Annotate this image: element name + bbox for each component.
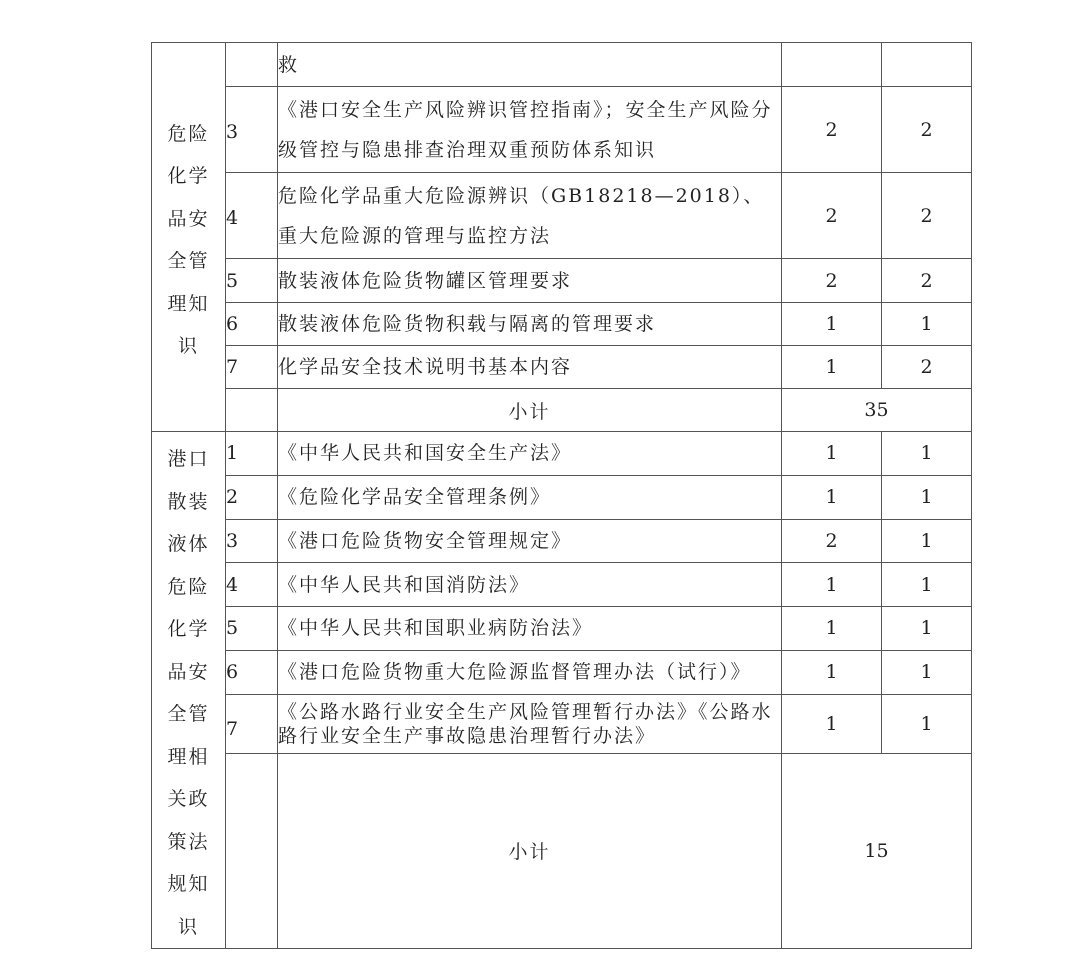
hours-a-cell: 1 (782, 607, 882, 651)
hours-b-cell: 1 (882, 563, 972, 607)
row-number-cell (226, 43, 278, 87)
table-row (152, 87, 972, 173)
item-cell: 《危险化学品安全管理条例》 (278, 475, 782, 519)
item-cell: 散装液体危险货物积载与隔离的管理要求 (278, 303, 782, 346)
row-number-cell: 6 (226, 650, 278, 694)
hours-a-cell: 2 (782, 519, 882, 563)
category-line: 危险 (167, 122, 210, 145)
hours-a-cell: 2 (782, 87, 882, 173)
category-line: 规知 (167, 873, 210, 895)
category-line: 关政 (167, 788, 210, 810)
category-line: 策法 (167, 830, 210, 853)
table-row (152, 259, 972, 303)
category-line: 液体 (167, 533, 210, 555)
table-row (152, 650, 972, 694)
table-row (152, 173, 972, 259)
table-row (152, 607, 972, 651)
hours-b-cell: 1 (882, 432, 972, 476)
category-line: 品安 (167, 660, 210, 683)
subtotal-label: 小计 (278, 389, 782, 432)
category-line: 散装 (167, 490, 210, 513)
hours-b-cell: 1 (882, 607, 972, 651)
hours-a-cell: 1 (782, 650, 882, 694)
row-number-cell: 3 (226, 519, 278, 563)
item-cell: 化学品安全技术说明书基本内容 (278, 346, 782, 389)
hours-a-cell: 1 (782, 432, 882, 476)
category-line: 理知 (167, 292, 210, 315)
subtotal-value: 15 (782, 753, 972, 948)
hours-b-cell: 1 (882, 694, 972, 753)
category-line: 全管 (167, 703, 210, 725)
category-line: 理相 (167, 745, 210, 768)
hours-b-cell (882, 43, 972, 87)
row-number-cell: 7 (226, 694, 278, 753)
table-row (152, 303, 972, 346)
course-hours-table (151, 42, 972, 949)
hours-b-cell: 2 (882, 346, 972, 389)
hours-a-cell: 1 (782, 694, 882, 753)
category-line: 识 (177, 335, 199, 357)
item-cell: 《港口危险货物安全管理规定》 (278, 519, 782, 563)
row-number-cell: 5 (226, 607, 278, 651)
row-number-cell: 1 (226, 432, 278, 476)
hours-a-cell: 1 (782, 346, 882, 389)
subtotal-row (152, 389, 972, 432)
category-line: 港口 (167, 448, 210, 470)
category-line: 品安 (167, 207, 210, 230)
hours-b-cell: 2 (882, 173, 972, 259)
hours-b-cell: 2 (882, 87, 972, 173)
item-cell: 救 (278, 43, 782, 87)
hours-b-cell: 1 (882, 519, 972, 563)
category-line: 化学 (167, 165, 210, 187)
hours-b-cell: 1 (882, 475, 972, 519)
row-number-cell: 5 (226, 259, 278, 303)
item-cell: 《中华人民共和国消防法》 (278, 563, 782, 607)
hours-b-cell: 2 (882, 259, 972, 303)
category-line: 全管 (167, 250, 210, 272)
table-row (152, 346, 972, 389)
hours-a-cell: 1 (782, 475, 882, 519)
category-cell-port-policy (152, 432, 226, 949)
row-number-cell (226, 389, 278, 432)
table-row (152, 475, 972, 519)
item-cell: 《港口危险货物重大危险源监督管理办法（试行）》 (278, 650, 782, 694)
row-number-cell: 4 (226, 563, 278, 607)
category-line: 识 (177, 915, 199, 938)
item-cell: 危险化学品重大危险源辨识（GB18218—2018）、重大危险源的管理与监控方法 (278, 173, 782, 259)
table-row (152, 43, 972, 87)
category-line: 化学 (167, 618, 210, 640)
subtotal-row (152, 753, 972, 948)
item-cell: 《公路水路行业安全生产风险管理暂行办法》《公路水路行业安全生产事故隐患治理暂行办法》 (278, 694, 782, 753)
item-cell: 散装液体危险货物罐区管理要求 (278, 259, 782, 303)
category-cell-hazardous-chemicals (152, 43, 226, 432)
table-row (152, 432, 972, 476)
subtotal-value: 35 (782, 389, 972, 432)
hours-a-cell: 2 (782, 259, 882, 303)
row-number-cell: 2 (226, 475, 278, 519)
row-number-cell: 6 (226, 303, 278, 346)
subtotal-label: 小计 (278, 753, 782, 948)
hours-a-cell: 2 (782, 173, 882, 259)
row-number-cell: 7 (226, 346, 278, 389)
row-number-cell (226, 753, 278, 948)
item-cell: 《港口安全生产风险辨识管控指南》；安全生产风险分级管控与隐患排查治理双重预防体系知识 (278, 87, 782, 173)
category-line: 危险 (167, 575, 210, 598)
item-cell: 《中华人民共和国安全生产法》 (278, 432, 782, 476)
table-row (152, 694, 972, 753)
row-number-cell: 4 (226, 173, 278, 259)
table-row (152, 519, 972, 563)
item-cell: 《中华人民共和国职业病防治法》 (278, 607, 782, 651)
hours-a-cell: 1 (782, 563, 882, 607)
table-row (152, 563, 972, 607)
hours-b-cell: 1 (882, 650, 972, 694)
hours-b-cell: 1 (882, 303, 972, 346)
hours-a-cell (782, 43, 882, 87)
hours-a-cell: 1 (782, 303, 882, 346)
row-number-cell: 3 (226, 87, 278, 173)
